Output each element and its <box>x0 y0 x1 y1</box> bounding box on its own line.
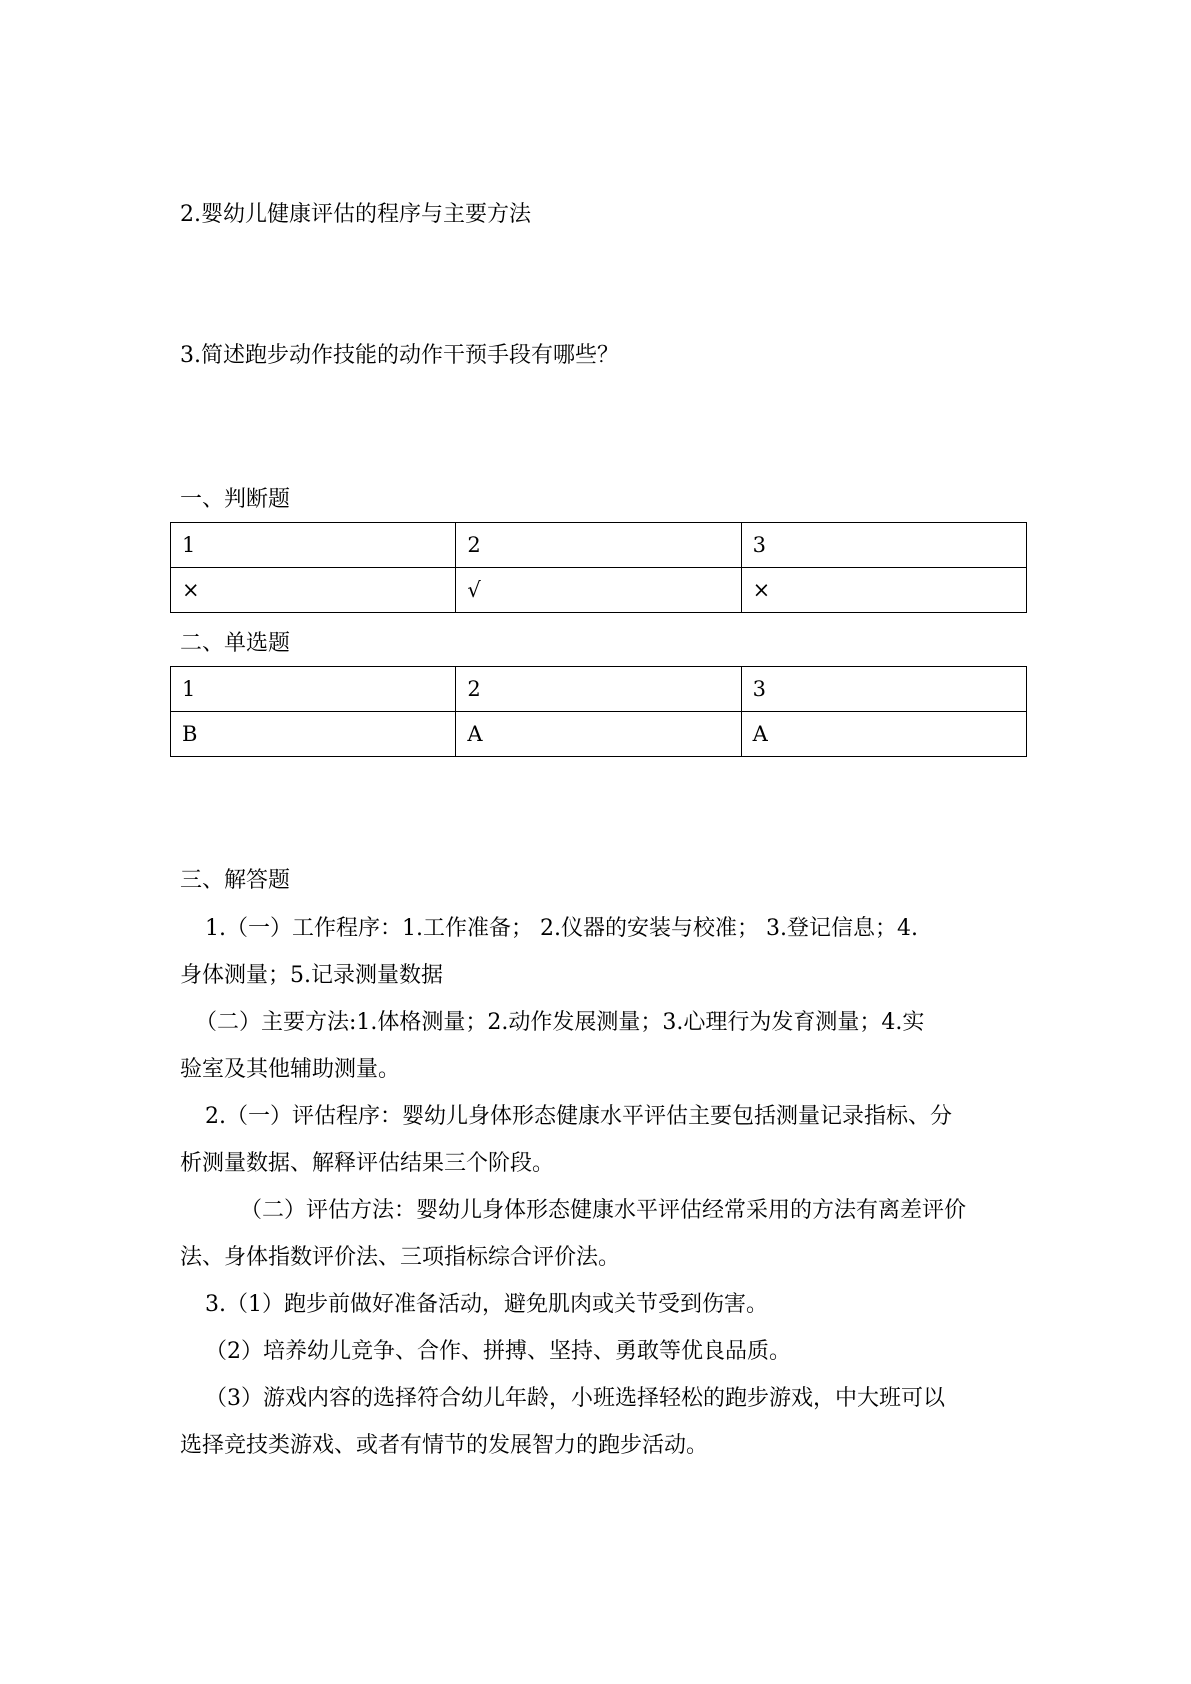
table-header-cell: 3 <box>741 523 1026 568</box>
answer-3-line-4: 选择竞技类游戏、或者有情节的发展智力的跑步活动。 <box>180 1433 709 1458</box>
single-choice-section-title: 二、单选题 <box>180 631 291 656</box>
table-answer-cell: A <box>741 712 1026 757</box>
answer-2-line-2: 析测量数据、解释评估结果三个阶段。 <box>180 1151 555 1176</box>
table-answer-cell: × <box>171 568 456 613</box>
answer-1-line-4: 验室及其他辅助测量。 <box>180 1057 401 1082</box>
table-answer-cell: √ <box>456 568 741 613</box>
answer-2-line-3: （二）评估方法：婴幼儿身体形态健康水平评估经常采用的方法有离差评价 <box>240 1198 967 1223</box>
question-2: 2.婴幼儿健康评估的程序与主要方法 <box>180 202 531 227</box>
answer-2-line-1: 2.（一）评估程序：婴幼儿身体形态健康水平评估主要包括测量记录指标、分 <box>205 1104 952 1129</box>
table-row <box>171 667 1027 712</box>
question-3: 3.简述跑步动作技能的动作干预手段有哪些？ <box>180 343 619 368</box>
table-row <box>171 712 1027 757</box>
short-answer-section-title: 三、解答题 <box>180 868 291 893</box>
judgment-section-title: 一、判断题 <box>180 487 291 512</box>
table-answer-cell: A <box>456 712 741 757</box>
table-row <box>171 568 1027 613</box>
table-answer-cell: B <box>171 712 456 757</box>
answer-3-line-2: （2）培养幼儿竞争、合作、拼搏、坚持、勇敢等优良品质。 <box>205 1339 791 1364</box>
single-choice-answer-table <box>170 666 1027 757</box>
table-row <box>171 523 1027 568</box>
answer-1-line-2: 身体测量；5.记录测量数据 <box>180 963 443 988</box>
judgment-answer-table <box>170 522 1027 613</box>
table-header-cell: 2 <box>456 667 741 712</box>
table-answer-cell: × <box>741 568 1026 613</box>
answer-2-line-4: 法、身体指数评价法、三项指标综合评价法。 <box>180 1245 621 1270</box>
table-header-cell: 1 <box>171 523 456 568</box>
answer-3-line-3: （3）游戏内容的选择符合幼儿年龄，小班选择轻松的跑步游戏，中大班可以 <box>205 1386 945 1411</box>
answer-3-line-1: 3.（1）跑步前做好准备活动，避免肌肉或关节受到伤害。 <box>205 1292 768 1317</box>
answer-1-line-1: 1.（一）工作程序：1.工作准备； 2.仪器的安装与校准； 3.登记信息；4. <box>205 916 918 941</box>
table-header-cell: 3 <box>741 667 1026 712</box>
table-header-cell: 2 <box>456 523 741 568</box>
table-header-cell: 1 <box>171 667 456 712</box>
answer-1-line-3: （二）主要方法:1.体格测量；2.动作发展测量；3.心理行为发育测量；4.实 <box>195 1010 925 1035</box>
